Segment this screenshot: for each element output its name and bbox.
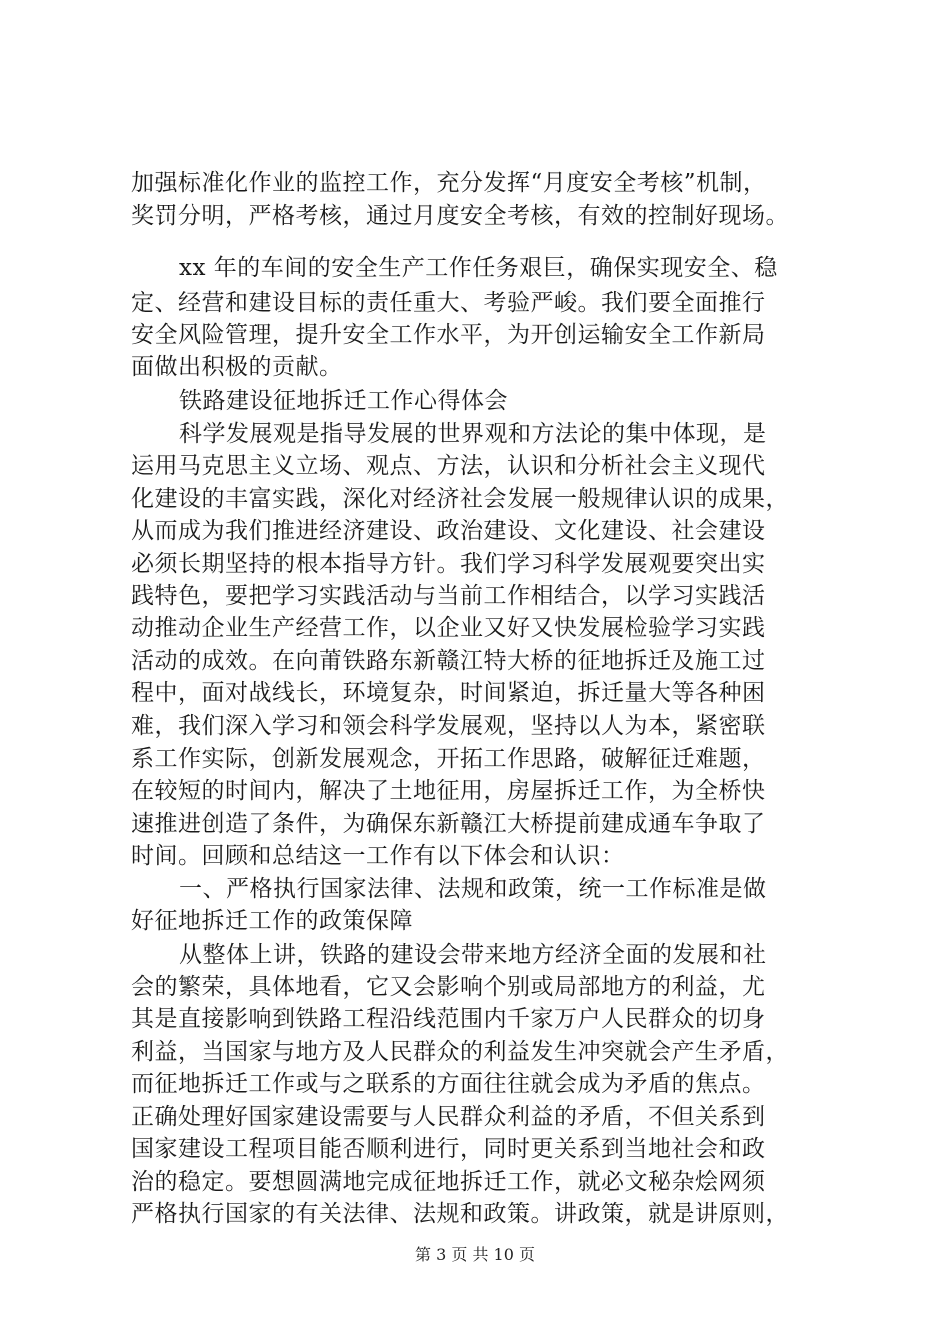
text-line: 加强标准化作业的监控工作，充分发挥“月度安全考核”机制， bbox=[131, 170, 767, 196]
text-line: 从整体上讲，铁路的建设会带来地方经济全面的发展和社 bbox=[179, 942, 767, 968]
section-heading: 一、严格执行国家法律、法规和政策，统一工作标准是做 bbox=[179, 876, 767, 902]
text-line: 系工作实际，创新发展观念，开拓工作思路，破解征迁难题， bbox=[131, 746, 766, 772]
text-line: 在较短的时间内，解决了土地征用，房屋拆迁工作，为全桥快 bbox=[131, 778, 766, 804]
text-line: 奖罚分明，严格考核，通过月度安全考核，有效的控制好现场。 bbox=[131, 203, 789, 229]
text-line: xx 年的车间的安全生产工作任务艰巨，确保实现安全、稳 bbox=[179, 255, 778, 281]
text-line: 利益，当国家与地方及人民群众的利益发生冲突就会产生矛盾， bbox=[131, 1039, 789, 1065]
text-line: 而征地拆迁工作或与之联系的方面往往就会成为矛盾的焦点。 bbox=[131, 1071, 766, 1097]
text-line: 面做出积极的贡献。 bbox=[131, 354, 343, 380]
text-line: 治的稳定。要想圆满地完成征地拆迁工作，就必文秘杂烩网须 bbox=[131, 1169, 766, 1195]
text-line: 程中，面对战线长，环境复杂，时间紧迫，拆迁量大等各种困 bbox=[131, 680, 766, 706]
text-line: 时间。回顾和总结这一工作有以下体会和认识： bbox=[131, 843, 625, 869]
text-line: 定、经营和建设目标的责任重大、考验严峻。我们要全面推行 bbox=[131, 290, 766, 316]
text-line: 国家建设工程项目能否顺利进行，同时更关系到当地社会和政 bbox=[131, 1136, 766, 1162]
text-line: 从而成为我们推进经济建设、政治建设、文化建设、社会建设 bbox=[131, 518, 766, 544]
page-footer: 第 3 页 共 10 页 bbox=[415, 1245, 535, 1264]
text-line: 科学发展观是指导发展的世界观和方法论的集中体现，是 bbox=[179, 421, 767, 447]
text-line: 动推动企业生产经营工作，以企业又好又快发展检验学习实践 bbox=[131, 615, 766, 641]
text-line: 化建设的丰富实践，深化对经济社会发展一般规律认识的成果， bbox=[131, 486, 789, 512]
text-line: 践特色，要把学习实践活动与当前工作相结合，以学习实践活 bbox=[131, 583, 766, 609]
section-title: 铁路建设征地拆迁工作心得体会 bbox=[179, 388, 508, 414]
text-line: 安全风险管理，提升安全工作水平，为开创运输安全工作新局 bbox=[131, 322, 766, 348]
text-line: 难，我们深入学习和领会科学发展观，坚持以人为本，紧密联 bbox=[131, 713, 766, 739]
section-heading: 好征地拆迁工作的政策保障 bbox=[131, 908, 413, 934]
text-line: 速推进创造了条件，为确保东新赣江大桥提前建成通车争取了 bbox=[131, 811, 766, 837]
text-line: 运用马克思主义立场、观点、方法，认识和分析社会主义现代 bbox=[131, 453, 766, 479]
text-line: 其是直接影响到铁路工程沿线范围内千家万户人民群众的切身 bbox=[131, 1006, 766, 1032]
text-line: 必须长期坚持的根本指导方针。我们学习科学发展观要突出实 bbox=[131, 551, 766, 577]
text-line: 正确处理好国家建设需要与人民群众利益的矛盾，不但关系到 bbox=[131, 1104, 766, 1130]
text-line: 活动的成效。在向莆铁路东新赣江特大桥的征地拆迁及施工过 bbox=[131, 648, 766, 674]
text-line: 会的繁荣，具体地看，它又会影响个别或局部地方的利益，尤 bbox=[131, 974, 766, 1000]
text-line: 严格执行国家的有关法律、法规和政策。讲政策，就是讲原则， bbox=[131, 1201, 789, 1227]
